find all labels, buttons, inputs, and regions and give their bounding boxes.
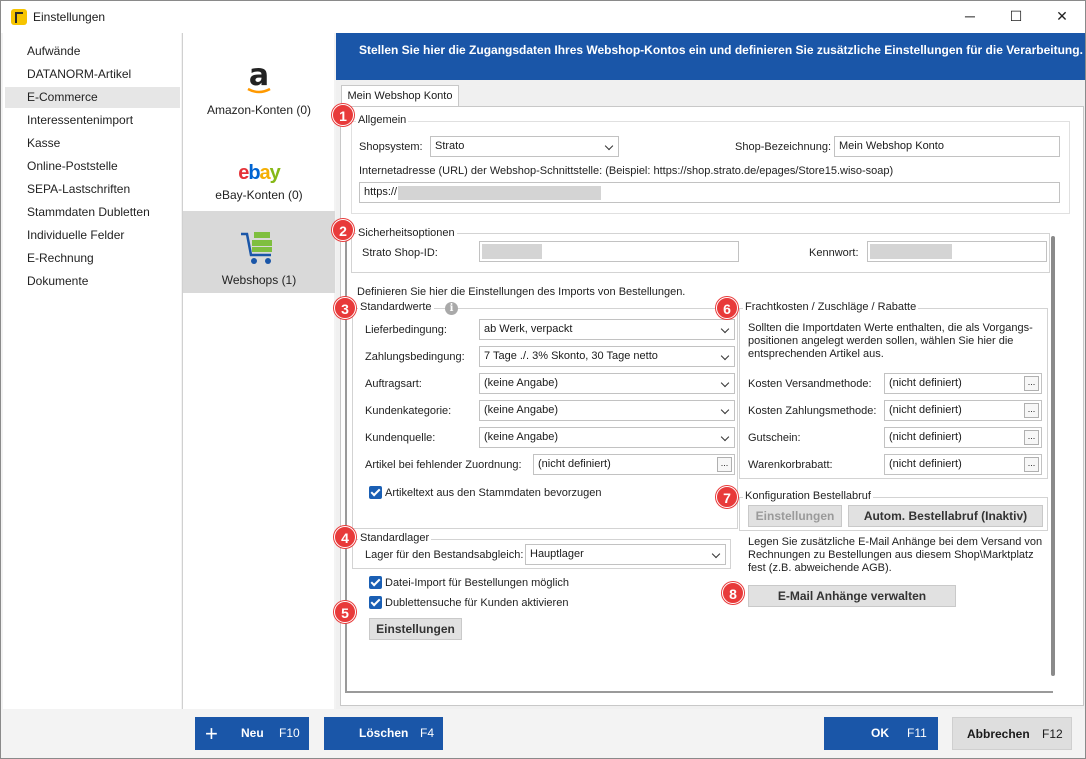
auftragsart-label: Auftragsart: [365,378,422,390]
neu-label: Neu [241,726,264,740]
svg-text:a: a [248,61,270,93]
ebay-logo-icon: ebay [238,162,280,184]
email-anhaenge-button[interactable]: E-Mail Anhänge verwalten [748,585,956,607]
ok-shortcut: F11 [907,726,927,740]
kundenkategorie-select[interactable] [479,400,735,421]
nav-item-stammdaten-dubletten[interactable]: Stammdaten Dubletten [27,205,150,219]
zahlungsmethode-input[interactable] [884,400,1042,421]
gutschein-label: Gutschein: [748,432,801,444]
nav-item-sepa[interactable]: SEPA-Lastschriften [27,182,131,196]
gutschein-input[interactable] [884,427,1042,448]
nav-item-kasse[interactable]: Kasse [27,136,61,150]
badge-4: 4 [334,526,356,548]
redacted-password [870,244,952,259]
auftragsart-select[interactable] [479,373,735,394]
maximize-button[interactable]: ☐ [1009,8,1023,24]
versandmethode-value: (nicht definiert) [889,377,962,389]
dubletten-checkbox[interactable] [369,596,382,609]
badge-5: 5 [334,601,356,623]
nav-item-ecommerce[interactable]: E-Commerce [5,87,180,108]
ok-button[interactable] [824,717,938,750]
settings-nav [3,33,181,709]
artikel-zuordnung-value: (nicht definiert) [538,458,611,470]
versandmethode-label: Kosten Versandmethode: [748,378,872,390]
shop-bezeichnung-input[interactable]: Mein Webshop Konto [834,136,1060,157]
warenkorbrabatt-input[interactable] [884,454,1042,475]
ebay-accounts[interactable] [183,125,335,211]
fracht-title: Frachtkosten / Zuschläge / Rabatte [745,301,917,313]
lieferbedingung-value: ab Werk, verpackt [484,323,573,335]
gutschein-value: (nicht definiert) [889,431,962,443]
bestellabruf-title: Konfiguration Bestellabruf [745,490,871,502]
neu-button[interactable] [195,717,309,750]
nav-item-e-rechnung[interactable]: E-Rechnung [27,251,94,265]
ok-label: OK [871,726,889,740]
anhaenge-description [748,536,1042,575]
fracht-desc-line: positionen angelegt werden sollen, wählen Sie hier die [748,335,1014,347]
fracht-desc-line: entsprechenden Artikel aus. [748,348,884,360]
anhaenge-desc-line: fest (z.B. abweichende AGB). [748,562,892,574]
nav-item-individuelle-felder[interactable]: Individuelle Felder [27,228,125,242]
warenkorbrabatt-label: Warenkorbrabatt: [748,459,833,471]
kennwort-label: Kennwort: [809,247,859,259]
minimize-button[interactable]: ─ [965,8,975,24]
shopsystem-label: Shopsystem: [359,141,423,153]
zahlungsbedingung-select[interactable] [479,346,735,367]
shopsystem-select[interactable] [430,136,619,157]
kundenkategorie-value: (keine Angabe) [484,404,558,416]
abbrechen-label: Abbrechen [967,727,1030,741]
allgemein-title: Allgemein [358,114,407,126]
badge-6: 6 [716,297,738,319]
badge-2: 2 [332,219,354,241]
fracht-desc-line: Sollten die Importdaten Werte enthalten, die als Vorgangs- [748,322,1033,334]
artikel-zuordnung-input[interactable] [533,454,735,475]
auftragsart-value: (keine Angabe) [484,377,558,389]
tab-mein-webshop-konto[interactable]: Mein Webshop Konto [341,85,459,107]
neu-shortcut: F10 [279,726,300,740]
nav-item-dokumente[interactable]: Dokumente [27,274,89,288]
info-banner: Stellen Sie hier die Zugangsdaten Ihres Webshop-Kontos ein und definieren Sie zusätzliche Einstellungen für die Verarbeitung. [336,33,1086,80]
shop-id-input[interactable] [479,241,739,262]
webshop-accounts-label: Webshops (1) [221,273,297,287]
zahlungsbedingung-value: 7 Tage ./. 3% Skonto, 30 Tage netto [484,350,658,362]
lieferbedingung-select[interactable] [479,319,735,340]
kundenquelle-value: (keine Angabe) [484,431,558,443]
bestellabruf-einstellungen-button[interactable]: Einstellungen [748,505,842,527]
browse-button[interactable]: ... [1024,430,1039,445]
badge-1: 1 [332,104,354,126]
redacted-url [398,186,601,200]
plus-icon: + [205,721,218,746]
artikeltext-checkbox[interactable] [369,486,382,499]
einstellungen-button[interactable]: Einstellungen [369,618,462,640]
loeschen-button[interactable] [324,717,443,750]
nav-item-online-poststelle[interactable]: Online-Poststelle [27,159,118,173]
standardwerte-title: Standardwerte [360,301,432,313]
loeschen-shortcut: F4 [420,726,435,740]
chevron-down-icon [721,325,729,333]
autom-bestellabruf-button[interactable]: Autom. Bestellabruf (Inaktiv) [848,505,1043,527]
info-icon[interactable]: i [445,302,458,315]
dubletten-label: Dublettensuche für Kunden aktivieren [385,597,569,609]
chevron-down-icon [712,550,720,558]
kundenquelle-select[interactable] [479,427,735,448]
zahlungsmethode-value: (nicht definiert) [889,404,962,416]
warenkorbrabatt-value: (nicht definiert) [889,458,962,470]
badge-3: 3 [334,297,356,319]
nav-item-aufwaende[interactable]: Aufwände [27,44,81,58]
chevron-down-icon [721,352,729,360]
title-bar [1,1,1085,33]
zahlungsbedingung-label: Zahlungsbedingung: [365,351,465,363]
browse-button[interactable]: ... [1024,457,1039,472]
lager-select[interactable] [525,544,726,565]
abbrechen-button[interactable] [952,717,1072,750]
webshop-accounts[interactable] [183,211,335,293]
shop-bezeichnung-label: Shop-Bezeichnung: [735,141,832,153]
panel-bottom-border [345,691,1053,693]
badge-8: 8 [722,582,744,604]
versandmethode-input[interactable] [884,373,1042,394]
amazon-accounts[interactable] [183,33,335,125]
nav-item-interessentenimport[interactable]: Interessentenimport [27,113,134,127]
chevron-down-icon [721,406,729,414]
zahlungsmethode-label: Kosten Zahlungsmethode: [748,405,877,417]
kundenquelle-label: Kundenquelle: [365,432,436,444]
kennwort-input[interactable] [867,241,1047,262]
close-button[interactable]: ✕ [1056,8,1068,24]
kundenkategorie-label: Kundenkategorie: [365,405,452,417]
shop-id-label: Strato Shop-ID: [362,247,438,259]
account-types [182,33,334,709]
badge-7: 7 [716,486,738,508]
url-value: https:// [364,186,398,198]
artikel-zuordnung-label: Artikel bei fehlender Zuordnung: [365,459,522,471]
anhaenge-desc-line: Legen Sie zusätzliche E-Mail Anhänge bei dem Versand von [748,536,1043,548]
datei-import-checkbox[interactable] [369,576,382,589]
app-logo-icon [11,9,27,25]
fracht-description [748,322,1033,361]
nav-item-datanorm[interactable]: DATANORM-Artikel [27,67,132,81]
chevron-down-icon [721,379,729,387]
amazon-accounts-label: Amazon-Konten (0) [206,103,312,117]
shopsystem-value: Strato [435,140,465,152]
standardlager-title: Standardlager [360,532,430,544]
chevron-down-icon [721,433,729,441]
lieferbedingung-label: Lieferbedingung: [365,324,447,336]
url-input[interactable] [359,182,1060,203]
loeschen-label: Löschen [359,726,409,740]
lager-label: Lager für den Bestandsabgleich: [365,549,524,561]
redacted-shop-id [482,244,542,259]
import-intro: Definieren Sie hier die Einstellungen des Imports von Bestellungen. [357,286,686,298]
browse-button[interactable]: ... [1024,376,1039,391]
abbrechen-shortcut: F12 [1042,727,1063,741]
datei-import-label: Datei-Import für Bestellungen möglich [385,577,570,589]
sicherheit-title: Sicherheitsoptionen [358,227,455,239]
lager-value: Hauptlager [530,548,584,560]
browse-button[interactable]: ... [1024,403,1039,418]
shopping-cart-icon [239,229,279,267]
artikeltext-label: Artikeltext aus den Stammdaten bevorzugen [385,487,602,499]
ebay-accounts-label: eBay-Konten (0) [215,188,303,202]
url-label: Internetadresse (URL) der Webshop-Schnittstelle: (Beispiel: https://shop.strato.de/epages/Store15.wiso-soap) [359,165,894,177]
amazon-icon [245,61,273,95]
vertical-scrollbar[interactable] [1051,236,1055,676]
browse-button[interactable]: ... [717,457,732,472]
anhaenge-desc-line: Rechnungen zu Bestellungen aus diesem Shop\Marktplatz [748,549,1034,561]
window-title: Einstellungen [33,10,106,24]
chevron-down-icon [605,142,613,150]
